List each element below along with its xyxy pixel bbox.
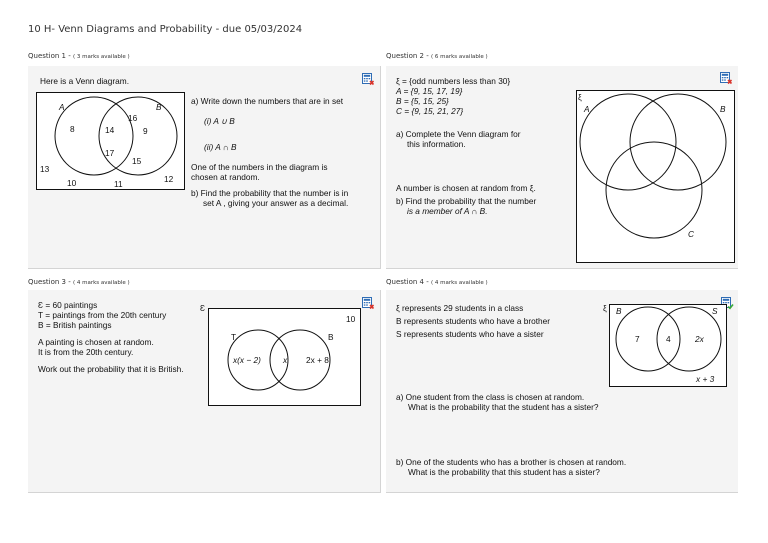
- q1-venn-value: 11: [114, 179, 123, 189]
- q2-chosen: A number is chosen at random from ξ.: [396, 183, 536, 193]
- q4-line-1: ξ represents 29 students in a class: [396, 303, 524, 313]
- q4-part-b-1: b) One of the students who has a brother is chosen at random.: [396, 457, 627, 467]
- question-3-header: [28, 278, 130, 286]
- q3-b-definition: B = British paintings: [38, 320, 112, 330]
- q4-venn-s-only: 2x: [695, 334, 704, 344]
- question-1-marks: ( 3 marks available ): [72, 54, 130, 60]
- q3-line-2: It is from the 20th century.: [38, 347, 134, 357]
- question-2-header: [386, 52, 488, 60]
- q3-venn-b-only: 2x + 8: [306, 355, 329, 365]
- q1-venn-value: 8: [70, 124, 75, 134]
- q4-venn-label-s: S: [712, 306, 718, 316]
- q4-venn-both: 4: [666, 334, 671, 344]
- q2-part-b-1: b) Find the probability that the number: [396, 196, 537, 206]
- question-3-title: Question 3 -: [28, 278, 71, 286]
- q3-venn-label-e: Ɛ: [200, 303, 206, 313]
- q2-part-a-1: a) Complete the Venn diagram for: [396, 129, 521, 139]
- q3-work: Work out the probability that it is British.: [38, 364, 184, 374]
- q1-part-b-2: set A , giving your answer as a decimal.: [203, 198, 349, 208]
- q1-venn-value: 12: [164, 174, 174, 184]
- q4-part-a-1: a) One student from the class is chosen at random.: [396, 392, 585, 402]
- q1-venn-value: 17: [105, 148, 115, 158]
- q4-part-a-2: What is the probability that the student has a sister?: [408, 402, 599, 412]
- q2-venn-diagram: [576, 90, 736, 265]
- question-1-title: Question 1 -: [28, 52, 71, 60]
- q2-part-a-2: this information.: [407, 139, 466, 149]
- q4-line-2: B represents students who have a brother: [396, 316, 551, 326]
- q1-venn-value: 15: [132, 156, 142, 166]
- q2-part-b-2: is a member of A ∩ B.: [407, 206, 488, 216]
- q1-line-2: chosen at random.: [191, 172, 260, 182]
- q3-venn-both: x: [283, 355, 288, 365]
- q1-intro: Here is a Venn diagram.: [40, 76, 130, 86]
- q1-venn-value: 10: [67, 178, 77, 188]
- question-1-header: [28, 52, 130, 60]
- question-2-title: Question 2 -: [386, 52, 429, 60]
- q1-venn-label-b: B: [156, 102, 162, 112]
- q3-t-definition: T = paintings from the 20th century: [38, 310, 167, 320]
- q4-venn-diagram: [602, 300, 728, 388]
- q2-venn-label-xi: ξ: [578, 92, 582, 102]
- q2-venn-label-c: C: [688, 229, 694, 239]
- question-3-marks: ( 4 marks available ): [72, 280, 130, 286]
- q2-c-definition: C = {9, 15, 21, 27}: [396, 106, 464, 116]
- q1-venn-value: 9: [143, 126, 148, 136]
- q3-venn-outside: 10: [346, 314, 356, 324]
- q1-venn-value: 16: [128, 113, 138, 123]
- q1-venn-value: 14: [105, 125, 115, 135]
- q1-venn-value: 13: [40, 164, 50, 174]
- q4-venn-label-b: B: [616, 306, 622, 316]
- q3-venn-diagram: [200, 301, 362, 407]
- q1-part-a: a) Write down the numbers that are in set: [191, 96, 344, 106]
- question-2-marks: ( 6 marks available ): [430, 54, 488, 60]
- q1-venn-diagram: [36, 92, 186, 192]
- q1-part-a-ii: (ii) A ∩ B: [204, 142, 237, 152]
- question-4-header: [386, 278, 488, 286]
- calculator-not-allowed-icon: [720, 72, 732, 84]
- q1-part-a-i: (i) A ∪ B: [204, 116, 235, 126]
- q2-a-definition: A = {9, 15, 17, 19}: [396, 86, 463, 96]
- q4-venn-label-xi: ξ: [603, 303, 607, 313]
- q4-line-3: S represents students who have a sister: [396, 329, 544, 339]
- q2-xi-definition: ξ = {odd numbers less than 30}: [396, 76, 511, 86]
- page-title: 10 H- Venn Diagrams and Probability - due 05/03/2024: [28, 24, 303, 35]
- calculator-not-allowed-icon: [362, 297, 374, 309]
- q3-venn-label-b: B: [328, 332, 334, 342]
- q4-part-b-2: What is the probability that this student has a sister?: [408, 467, 600, 477]
- q1-venn-label-a: A: [59, 102, 65, 112]
- q3-venn-t-only: x(x − 2): [233, 355, 261, 365]
- calculator-not-allowed-icon: [362, 73, 374, 85]
- q1-part-b-1: b) Find the probability that the number is in: [191, 188, 349, 198]
- question-4-title: Question 4 -: [386, 278, 429, 286]
- q2-venn-label-a: A: [584, 104, 590, 114]
- q2-venn-label-b: B: [720, 104, 726, 114]
- question-4-marks: ( 4 marks available ): [430, 280, 488, 286]
- q4-venn-outside: x + 3: [696, 374, 715, 384]
- q2-b-definition: B = {5, 15, 25}: [396, 96, 449, 106]
- q3-venn-label-t: T: [231, 332, 237, 342]
- q1-line-1: One of the numbers in the diagram is: [191, 162, 328, 172]
- q4-venn-b-only: 7: [635, 334, 640, 344]
- q3-line-1: A painting is chosen at random.: [38, 337, 154, 347]
- q3-e-definition: Ɛ = 60 paintings: [38, 300, 98, 310]
